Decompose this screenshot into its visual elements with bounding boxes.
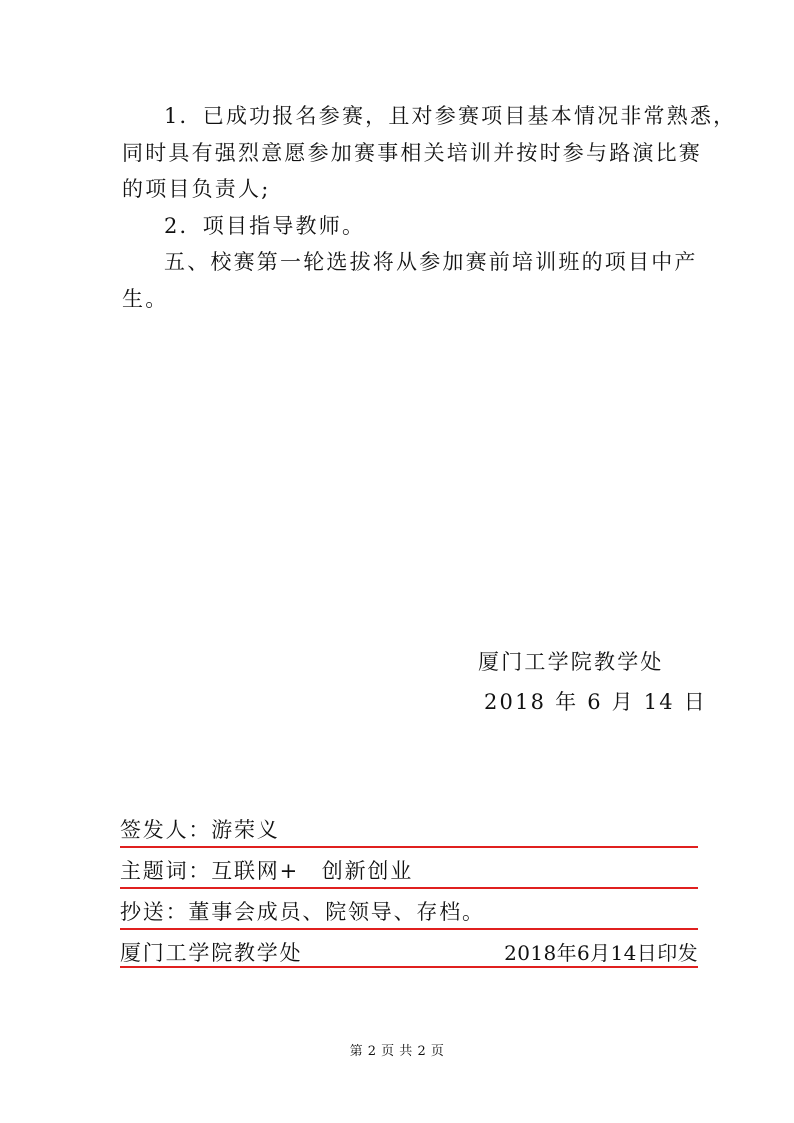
document-body: [122, 98, 737, 317]
cc-line: 抄送：董事会成员、院领导、存档。: [120, 900, 485, 924]
red-divider: [120, 928, 698, 930]
issuer-line: 签发人：游荣义: [120, 818, 280, 842]
printed-line: [120, 937, 698, 967]
signature-date: 2018 年 6 月 14 日: [484, 690, 707, 714]
red-divider: [120, 887, 698, 889]
body-paragraph-1: 1．已成功报名参赛，且对参赛项目基本情况非常熟悉，: [164, 104, 737, 128]
printed-date: 2018年6月14日印发: [504, 941, 698, 965]
printed-by: 厦门工学院教学处: [120, 941, 303, 965]
keywords-line: 主题词：互联网+ 创新创业: [120, 859, 413, 883]
body-paragraph-1-line-2: 同时具有强烈意愿参加赛事相关培训并按时参与路演比赛: [122, 140, 702, 165]
body-paragraph-3-line-2: 生。: [122, 286, 169, 311]
signature-organization: 厦门工学院教学处: [478, 650, 664, 674]
red-divider: [120, 966, 698, 968]
red-divider: [120, 846, 698, 848]
body-paragraph-2: 2．项目指导教师。: [164, 213, 366, 238]
body-paragraph-3: 五、校赛第一轮选拔将从参加赛前培训班的项目中产: [164, 250, 698, 274]
body-paragraph-1-line-3: 的项目负责人;: [122, 177, 271, 201]
page-number: 第 2 页 共 2 页: [349, 1044, 445, 1059]
